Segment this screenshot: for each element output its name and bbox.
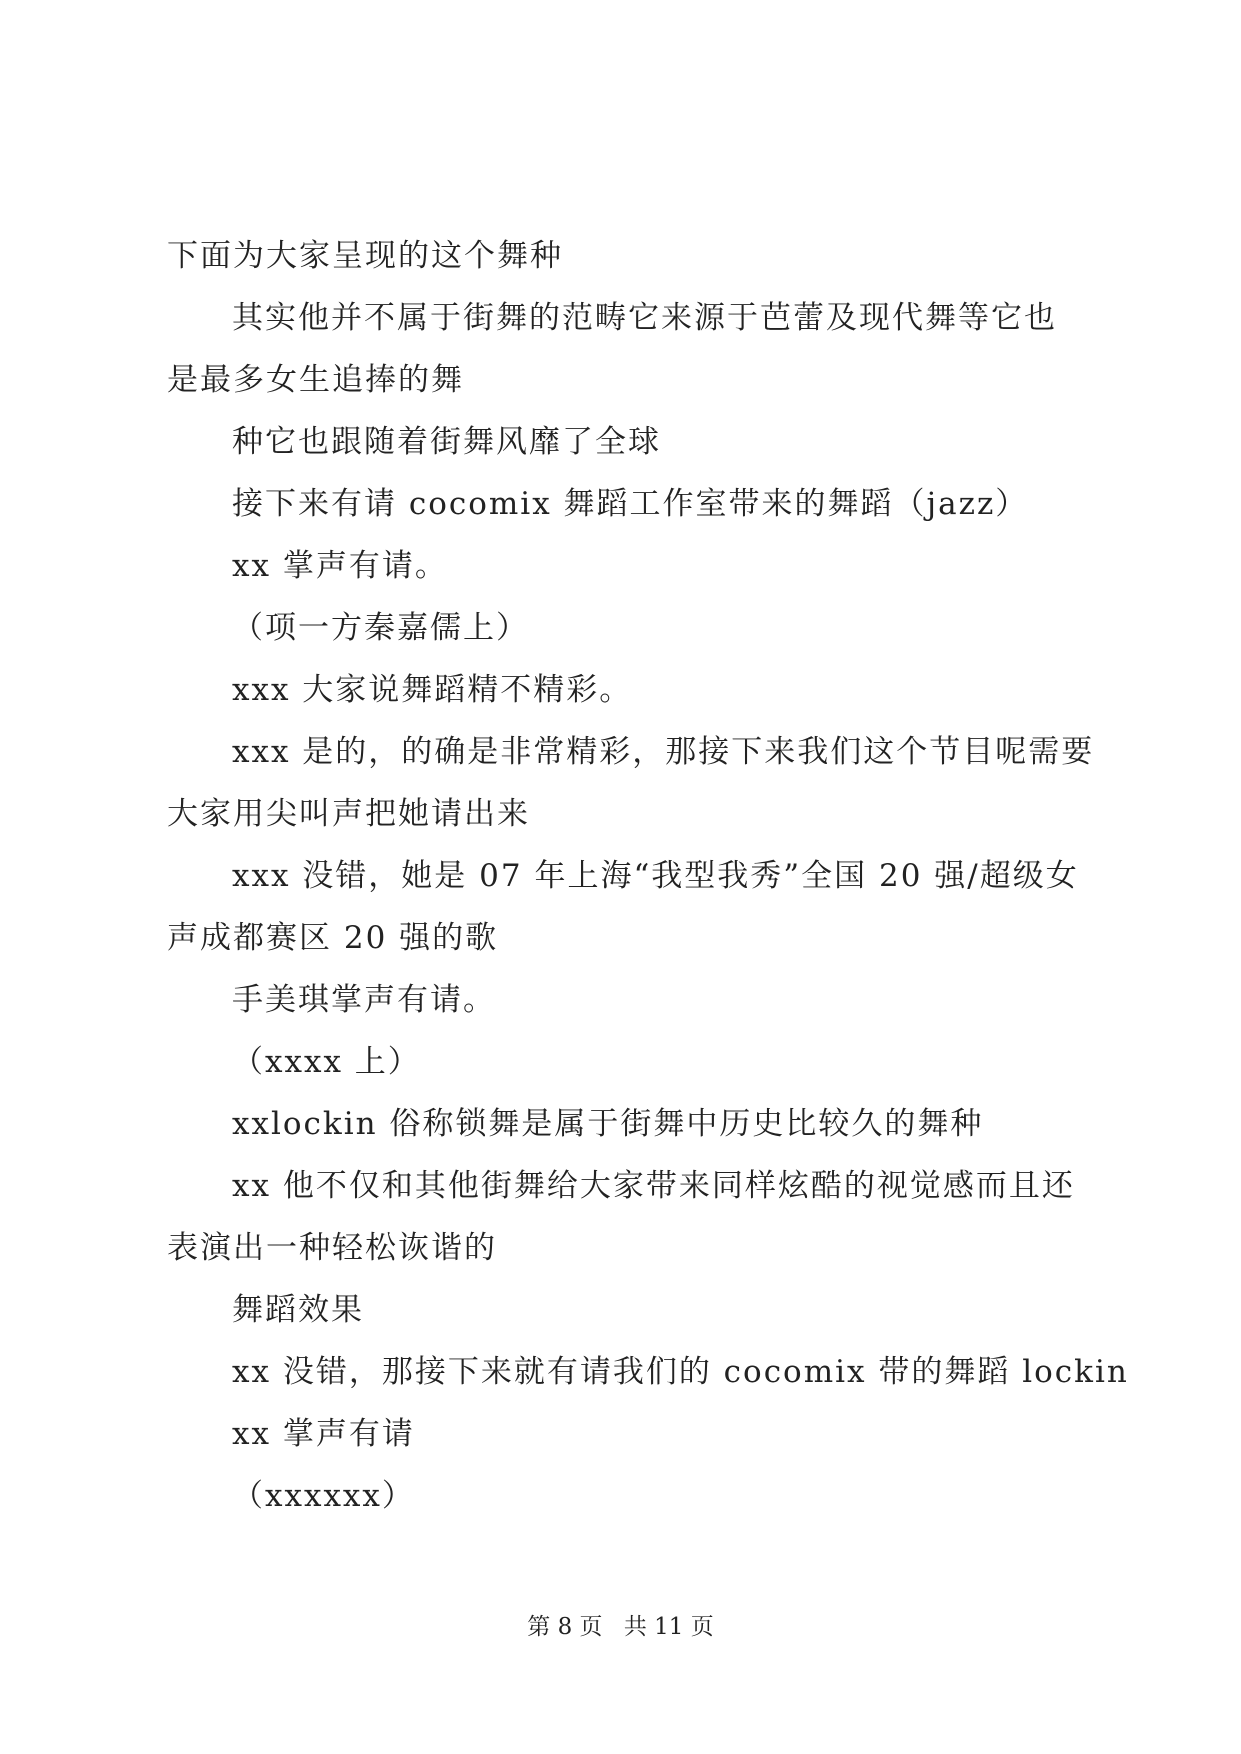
page-total: 共 11 页 bbox=[623, 1614, 714, 1640]
text-line: 大家用尖叫声把她请出来 bbox=[167, 796, 530, 832]
page-footer bbox=[0, 1612, 1241, 1642]
text-line: 舞蹈效果 bbox=[232, 1292, 364, 1328]
text-line: xxx 是的，的确是非常精彩，那接下来我们这个节目呢需要 bbox=[232, 734, 1095, 770]
text-line: xx 掌声有请 bbox=[232, 1416, 415, 1452]
text-line: 下面为大家呈现的这个舞种 bbox=[167, 238, 563, 274]
text-line: xx 他不仅和其他街舞给大家带来同样炫酷的视觉感而且还 bbox=[232, 1168, 1075, 1204]
text-line: 种它也跟随着街舞风靡了全球 bbox=[232, 424, 661, 460]
text-line: xxx 大家说舞蹈精不精彩。 bbox=[232, 672, 633, 708]
text-line: 表演出一种轻松诙谐的 bbox=[167, 1230, 497, 1266]
page-number: 第 8 页 bbox=[527, 1614, 603, 1640]
text-line: xxx 没错，她是 07 年上海“我型我秀”全国 20 强/超级女 bbox=[232, 858, 1079, 894]
text-line: （xxxx 上） bbox=[232, 1044, 421, 1080]
text-line: xx 没错，那接下来就有请我们的 cocomix 带的舞蹈 lockin bbox=[232, 1354, 1129, 1390]
text-line: 是最多女生追捧的舞 bbox=[167, 362, 464, 398]
text-line: （项一方秦嘉儒上） bbox=[232, 610, 529, 646]
text-line: 声成都赛区 20 强的歌 bbox=[167, 920, 499, 956]
text-line: 接下来有请 cocomix 舞蹈工作室带来的舞蹈（jazz） bbox=[232, 486, 1029, 522]
text-line: xxlockin 俗称锁舞是属于街舞中历史比较久的舞种 bbox=[232, 1106, 984, 1142]
text-line: 手美琪掌声有请。 bbox=[232, 982, 496, 1018]
text-line: xx 掌声有请。 bbox=[232, 548, 448, 584]
text-line: 其实他并不属于街舞的范畴它来源于芭蕾及现代舞等它也 bbox=[232, 300, 1057, 336]
text-line: （xxxxxx） bbox=[232, 1478, 415, 1514]
